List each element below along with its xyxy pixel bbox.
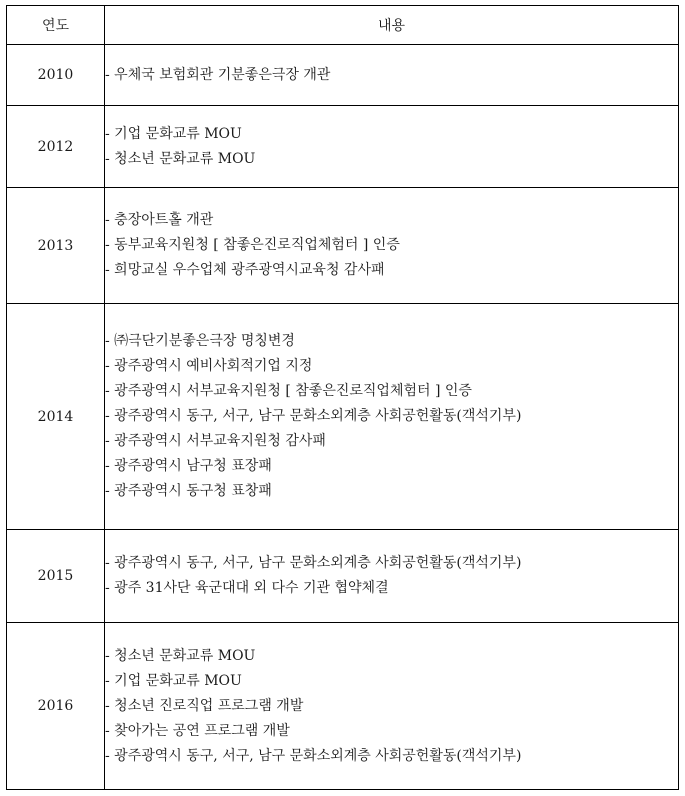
list-item: - 청소년 문화교류 MOU bbox=[105, 647, 256, 664]
list-item: - 광주광역시 서부교육지원청 감사패 bbox=[105, 433, 326, 449]
table-row-2012 bbox=[7, 106, 679, 188]
table-row-2013 bbox=[7, 188, 679, 304]
year-cell: 2014 bbox=[7, 304, 105, 530]
list-item: - 광주광역시 동구, 서구, 남구 문화소외계층 사회공헌활동(객석기부) bbox=[105, 747, 522, 764]
header-row bbox=[7, 6, 679, 45]
list-item: - 충장아트홀 개관 bbox=[105, 212, 214, 228]
content-cell bbox=[105, 304, 679, 530]
content-cell bbox=[105, 530, 679, 623]
table-row-2014 bbox=[7, 304, 679, 530]
list-item: - 광주광역시 서부교육지원청 [ 참좋은진로직업체험터 ] 인증 bbox=[105, 383, 472, 399]
year-cell: 2015 bbox=[7, 530, 105, 623]
list-item: - 광주광역시 예비사회적기업 지정 bbox=[105, 358, 313, 374]
content-cell bbox=[105, 623, 679, 790]
content-cell bbox=[105, 45, 679, 106]
year-cell: 2016 bbox=[7, 623, 105, 790]
list-item: - 우체국 보험회관 기분좋은극장 개관 bbox=[105, 66, 331, 83]
header-content: 내용 bbox=[105, 6, 679, 45]
table-row-2010 bbox=[7, 45, 679, 106]
list-item: - 기업 문화교류 MOU bbox=[105, 672, 242, 689]
year-cell: 2010 bbox=[7, 45, 105, 106]
list-item: - 광주 31사단 육군대대 외 다수 기관 협약체결 bbox=[105, 580, 389, 596]
header-year: 연도 bbox=[7, 6, 105, 45]
list-item: - 광주광역시 동구, 서구, 남구 문화소외계층 사회공헌활동(객석기부) bbox=[105, 408, 522, 424]
table-row-2015 bbox=[7, 530, 679, 623]
list-item: - 광주광역시 동구청 표창패 bbox=[105, 483, 272, 499]
list-item: - 찾아가는 공연 프로그램 개발 bbox=[105, 722, 290, 739]
list-item: - 광주광역시 남구청 표장패 bbox=[105, 458, 272, 474]
list-item: - 기업 문화교류 MOU bbox=[105, 125, 242, 142]
year-cell: 2012 bbox=[7, 106, 105, 188]
history-table bbox=[6, 5, 679, 790]
content-cell bbox=[105, 188, 679, 304]
table-row-2016 bbox=[7, 623, 679, 790]
list-item: - ㈜극단기분좋은극장 명칭변경 bbox=[105, 333, 295, 349]
list-item: - 동부교육지원청 [ 참좋은진로직업체험터 ] 인증 bbox=[105, 237, 400, 253]
list-item: - 광주광역시 동구, 서구, 남구 문화소외계층 사회공헌활동(객석기부) bbox=[105, 555, 522, 571]
year-cell: 2013 bbox=[7, 188, 105, 304]
list-item: - 희망교실 우수업체 광주광역시교육청 감사패 bbox=[105, 262, 385, 278]
list-item: - 청소년 문화교류 MOU bbox=[105, 150, 256, 167]
list-item: - 청소년 진로직업 프로그램 개발 bbox=[105, 697, 304, 714]
content-cell bbox=[105, 106, 679, 188]
